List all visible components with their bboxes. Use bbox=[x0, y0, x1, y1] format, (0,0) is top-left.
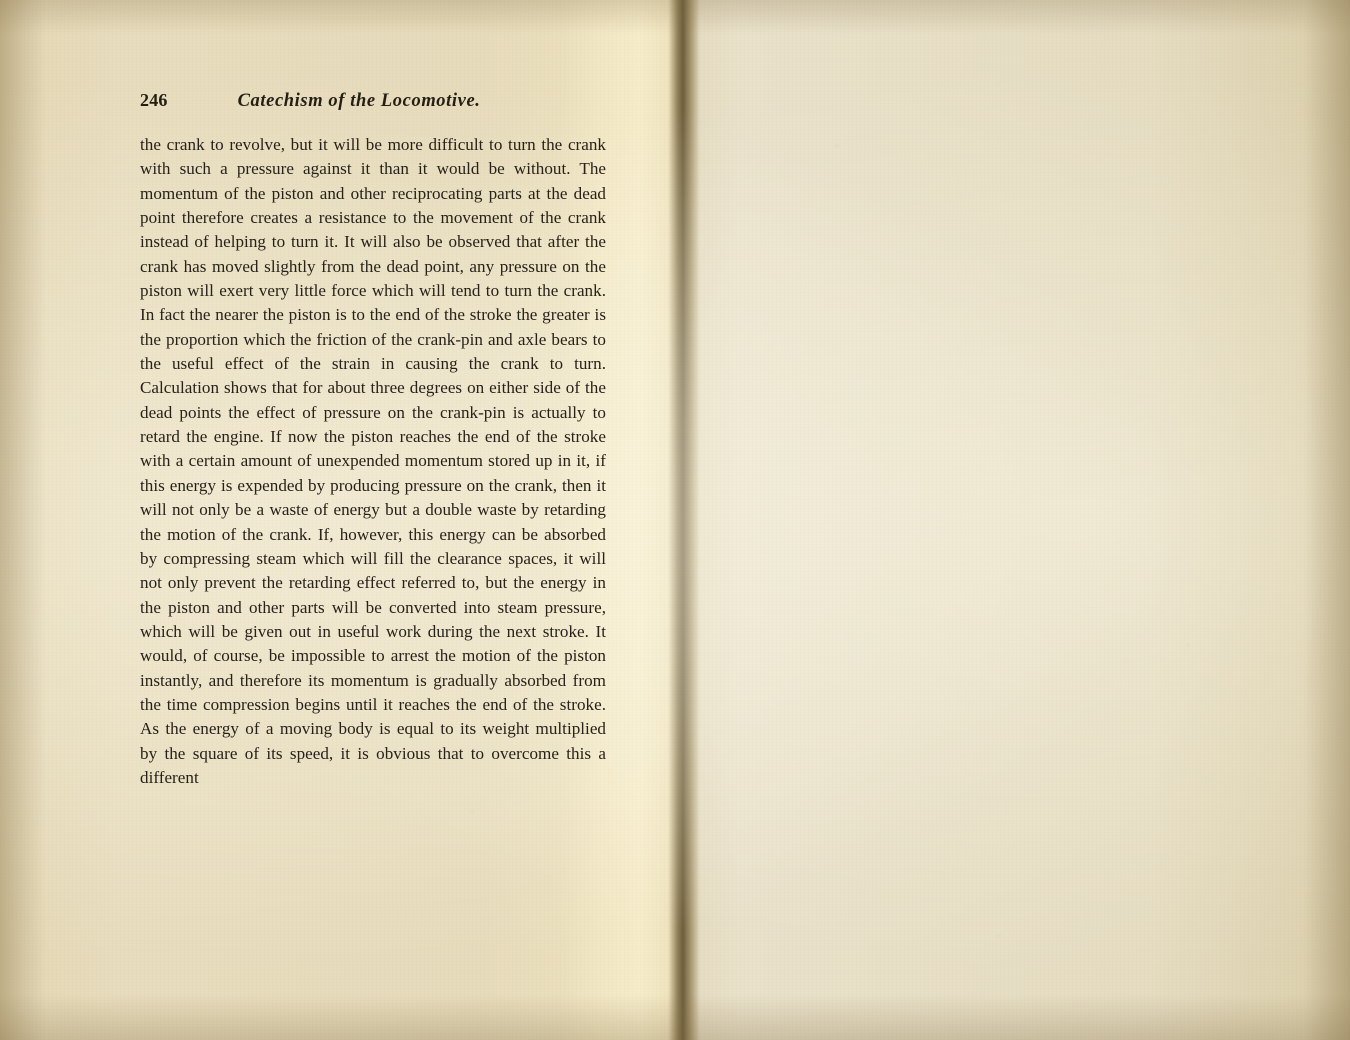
left-running-head bbox=[140, 90, 610, 114]
left-running-title: Catechism of the Locomotive. bbox=[237, 91, 481, 111]
left-text-column bbox=[140, 133, 606, 790]
right-page bbox=[683, 0, 1350, 1040]
left-folio: 246 bbox=[140, 90, 168, 110]
left-paragraph-1: the crank to revolve, but it will be more difficult to turn the crank with such a pressure against it than it would be without. The momentum of the piston and other reciprocating parts at the dead point therefore creates a resistance to the movement of the crank instead of helping to turn it. It will also be observed that after the crank has moved slightly from the dead point, any pressure on the piston will exert very little force which will tend to turn the crank. In fact the nearer the piston is to the end of the stroke the greater is the proportion which the friction of the crank-pin and axle bears to the useful effect of the strain in causing the crank to turn. Calculation shows that for about three degrees on either side of the dead points the effect of pressure on the crank-pin is actually to retard the engine. If now the piston reaches the end of the stroke with a certain amount of unexpended momentum stored up in it, if this energy is expended by producing pressure on the crank, then it will not only be a waste of energy but a double waste by retarding the motion of the crank. If, however, this energy can be absorbed by compressing steam which will fill the clearance spaces, it will not only prevent the retarding effect referred to, but the energy in the piston and other parts will be converted into steam pressure, which will be given out in useful work during the next stroke. It would, of course, be impossible to arrest the motion of the piston instantly, and therefore its momentum is gradually absorbed from the time compression begins until it reaches the end of the stroke. As the energy of a moving body is equal to its weight multiplied by the square of its speed, it is obvious that to overcome this a different bbox=[140, 135, 606, 787]
